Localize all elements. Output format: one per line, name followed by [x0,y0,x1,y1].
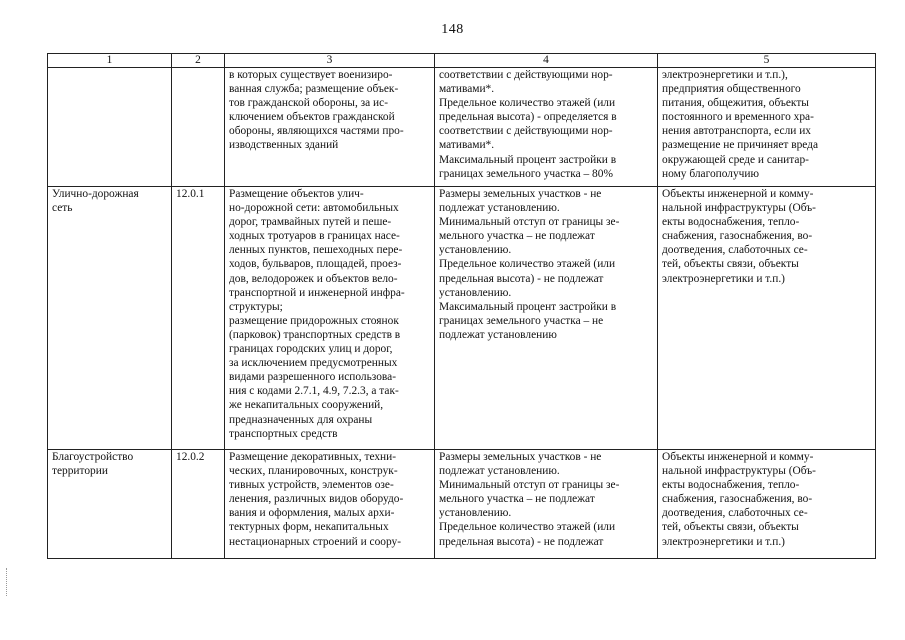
table-row [48,450,876,559]
table-row [48,68,876,187]
auxiliary-uses-cell: электроэнергетики и т.п.), предприятия общественного питания, общежития, объекты постоянного и временного хра- нения автотранспорта, если их размещение не причиняет вреда окружающей среде и санитар- ному благополучию [658,68,876,187]
column-header-4: 4 [435,54,658,68]
use-description-cell: в которых существует военизиро- ванная служба; размещение объек- тов гражданской обороны, за ис- ключением объектов гражданской обороны, являющихся частями про- изводственных зданий [225,68,435,187]
use-name-cell [48,68,172,187]
parameters-cell: соответствии с действующими нор- мативами*. Предельное количество этажей (или предельная высота) - определяется в соответствии с действующими нор- мативами*. Максимальный процент застройки в границах земельного участка – 80% [435,68,658,187]
land-use-table [47,53,876,559]
column-header-2: 2 [172,54,225,68]
use-description-text: Размещение декоративных, техни- ческих, планировочных, конструк- тивных устройств, элементов озе- ленения, различных видов оборудо- вания и оформления, малых архи- тектурных форм, некапитальных нестационарных строений и соору- [229,451,404,548]
use-description-cell [225,450,435,559]
column-header-3: 3 [225,54,435,68]
parameters-cell [435,450,658,559]
scan-margin-mark [6,568,11,596]
use-code-cell [172,450,225,559]
parameters-cell: Размеры земельных участков - не подлежат установлению. Минимальный отступ от границы зе- мельного участка – не подлежат установлению. Предельное количество этажей (или предельная высота) - не подлежат установлению. Максимальный процент застройки в границах земельного участка – не подлежат установлению [435,187,658,450]
use-code-cell: 12.0.1 [172,187,225,450]
auxiliary-uses-cell [658,450,876,559]
parameters-text: Размеры земельных участков - не подлежат установлению. Минимальный отступ от границы зе- мельного участка – не подлежат установлению. Предельное количество этажей (или предельная высота) - не подлежат [439,451,620,548]
use-code-cell [172,68,225,187]
use-name-cell: Улично-дорожная сеть [48,187,172,450]
use-name-cell [48,450,172,559]
use-code-text: 12.0.2 [176,451,205,463]
table-header-row [48,54,876,68]
auxiliary-uses-text: Объекты инженерной и комму- нальной инфраструктуры (Объ- екты водоснабжения, тепло- снабжения, газоснабжения, во- доотведения, слаботочных се- тей, объекты связи, объекты электроэнергетики и т.п.) [662,451,816,548]
page-number: 148 [441,22,464,37]
use-name-text: Благоустройство территории [52,451,134,478]
auxiliary-uses-cell: Объекты инженерной и комму- нальной инфраструктуры (Объ- екты водоснабжения, тепло- снабжения, газоснабжения, во- доотведения, слаботочных се- тей, объекты связи, объекты электроэнергетики и т.п.) [658,187,876,450]
column-header-1: 1 [48,54,172,68]
use-description-cell: Размещение объектов улич- но-дорожной сети: автомобильных дорог, трамвайных путей и пеше- ходных тротуаров в границах насе- ленных пунктов, пешеходных пере- ходов, бульваров, площадей, проез- дов, велодорожек и объектов вело- транспортной и инженерной инфра- структуры; размещение придорожных стоянок (парковок) транспортных средств в границах городских улиц и дорог, за исключением предусмотренных видами разрешенного использова- ния с кодами 2.7.1, 4.9, 7.2.3, а так- же некапитальных сооружений, предназначенных для охраны транспортных средств [225,187,435,450]
column-header-5: 5 [658,54,876,68]
table-row [48,187,876,450]
